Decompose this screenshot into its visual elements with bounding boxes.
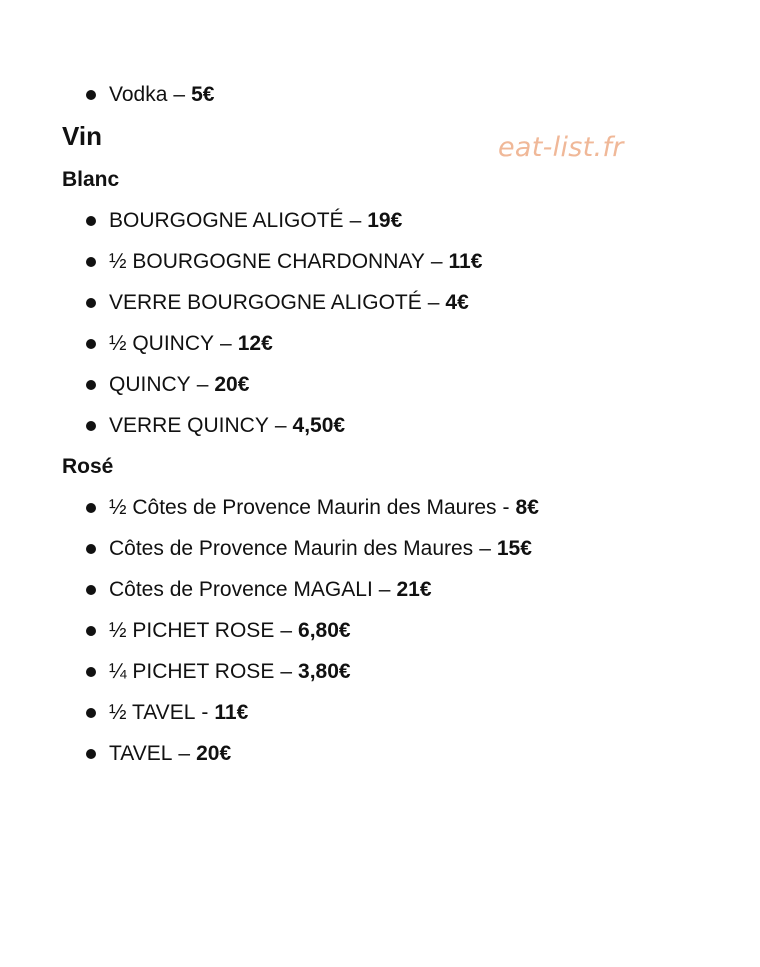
- bullet-icon: [86, 626, 96, 636]
- list-item: [86, 405, 482, 446]
- item-separator: –: [430, 250, 443, 273]
- item-separator: –: [280, 619, 293, 642]
- list-item: [86, 74, 214, 115]
- watermark: eat-list.fr: [498, 132, 624, 163]
- bullet-icon: [86, 503, 96, 513]
- list-item: [86, 282, 482, 323]
- item-name: ½ TAVEL: [109, 701, 196, 724]
- item-separator: -: [502, 496, 510, 519]
- item-price: 19€: [367, 209, 403, 232]
- item-price: 8€: [515, 496, 539, 519]
- bullet-icon: [86, 90, 96, 100]
- item-price: 3,80€: [298, 660, 351, 683]
- item-price: 6,80€: [298, 619, 351, 642]
- list-item: [86, 241, 482, 282]
- list-item: [86, 528, 539, 569]
- list-item: [86, 487, 539, 528]
- item-name: Côtes de Provence Maurin des Maures: [109, 537, 474, 560]
- list-item: [86, 323, 482, 364]
- item-separator: –: [427, 291, 440, 314]
- list-item: [86, 200, 482, 241]
- item-separator: –: [274, 414, 287, 437]
- item-name: VERRE BOURGOGNE ALIGOTÉ: [109, 291, 422, 314]
- bullet-icon: [86, 708, 96, 718]
- list-item: [86, 692, 539, 733]
- item-separator: –: [349, 209, 362, 232]
- item-price: 5€: [191, 83, 215, 106]
- bullet-icon: [86, 585, 96, 595]
- item-price: 21€: [396, 578, 432, 601]
- bullet-icon: [86, 216, 96, 226]
- item-name: Vodka: [109, 83, 168, 106]
- bullet-icon: [86, 257, 96, 267]
- item-price: 12€: [237, 332, 273, 355]
- item-name: ½ QUINCY: [109, 332, 215, 355]
- bullet-icon: [86, 380, 96, 390]
- subsection-title-rose: Rosé: [62, 455, 114, 478]
- item-name: ½ Côtes de Provence Maurin des Maures: [109, 496, 497, 519]
- list-item: [86, 733, 539, 774]
- item-separator: –: [196, 373, 209, 396]
- item-separator: -: [201, 701, 209, 724]
- item-separator: –: [280, 660, 293, 683]
- item-separator: –: [378, 578, 391, 601]
- item-price: 20€: [214, 373, 250, 396]
- item-price: 11€: [448, 250, 483, 273]
- rose-list: [86, 487, 539, 774]
- item-price: 20€: [196, 742, 232, 765]
- item-name: VERRE QUINCY: [109, 414, 269, 437]
- bullet-icon: [86, 667, 96, 677]
- item-separator: –: [178, 742, 191, 765]
- section-title-vin: Vin: [62, 121, 102, 151]
- item-name: QUINCY: [109, 373, 191, 396]
- bullet-icon: [86, 749, 96, 759]
- item-separator: –: [479, 537, 491, 560]
- item-price: 15€: [496, 537, 532, 560]
- item-name: BOURGOGNE ALIGOTÉ: [109, 209, 344, 232]
- list-item: [86, 651, 539, 692]
- list-item: [86, 569, 539, 610]
- item-separator: –: [173, 83, 186, 106]
- bullet-icon: [86, 298, 96, 308]
- blanc-list: [86, 200, 482, 446]
- list-item: [86, 364, 482, 405]
- bullet-icon: [86, 544, 96, 554]
- subsection-title-blanc: Blanc: [62, 168, 120, 191]
- bullet-icon: [86, 421, 96, 431]
- spirits-list: [86, 74, 214, 115]
- item-name: Côtes de Provence MAGALI: [109, 578, 373, 601]
- item-name: ½ BOURGOGNE CHARDONNAY: [109, 250, 425, 273]
- item-separator: –: [220, 332, 232, 355]
- item-name: TAVEL: [109, 742, 173, 765]
- item-price: 4,50€: [292, 414, 346, 437]
- item-price: 11€: [214, 701, 249, 724]
- item-name: ½ PICHET ROSE: [109, 619, 275, 642]
- bullet-icon: [86, 339, 96, 349]
- list-item: [86, 610, 539, 651]
- item-price: 4€: [445, 291, 469, 314]
- item-name: ¼ PICHET ROSE: [109, 660, 275, 683]
